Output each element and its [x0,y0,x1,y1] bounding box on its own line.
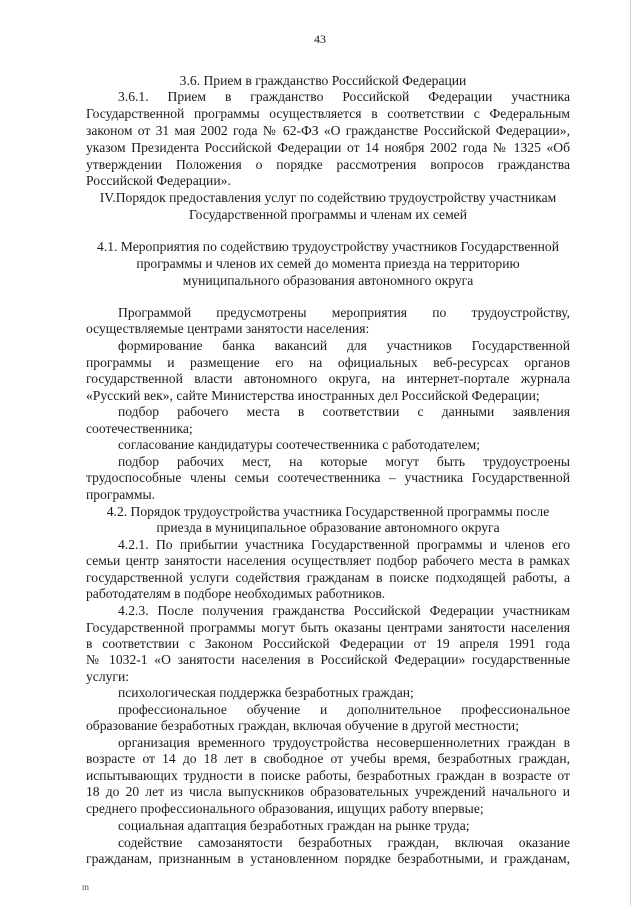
paragraph-line: содействие самозанятости безработных граждан, включая оказание [118,835,570,850]
paragraph-line: программы и размещение его на официальных веб-ресурсах органов [86,355,570,370]
section-heading-4-2: 4.2. Порядок трудоустройства участника Государственной программы после [106,504,550,519]
paragraph-line: 4.2.1. По прибытии участника Государственной программы и членов его [118,537,570,552]
paragraph-line: социальная адаптация безработных граждан на рынке труда; [118,818,470,833]
paragraph-line: подбор рабочих мест, на которые могут быть трудоустроены [118,454,570,469]
section-heading-4-1: программы и членов их семей до момента приезда на территорию [136,256,520,271]
paragraph-line: формирование банка вакансий для участников Государственной [118,338,570,353]
paragraph-line: в соответствии с Законом Российской Федерации от 19 апреля 1991 года [86,636,570,651]
paragraph-line: семьи центр занятости населения осуществляет подбор рабочего места в рамках [86,553,570,568]
paragraph-line: утверждении Положения о порядке рассмотрения вопросов гражданства [86,157,570,172]
paragraph-line: услуги: [86,669,130,684]
section-heading-3-6: 3.6. Прием в гражданство Российской Федерации [179,73,467,88]
paragraph-line: осуществляемые центрами занятости населения: [86,321,370,336]
section-heading-4-1: муниципального образования автономного округа [182,273,474,288]
section-heading-iv: Государственной программы и членам их семей [189,207,467,222]
section-heading-iv: IV.Порядок предоставления услуг по содействию трудоустройству участникам [99,190,557,205]
paragraph-line: Программой предусмотрены мероприятия по трудоустройству, [118,305,570,320]
paragraph-line: соотечественника; [86,421,193,436]
paragraph-line: указом Президента Российской Федерации от 14 ноября 2002 года № 1325 «Об [86,140,570,155]
paragraph-line: гражданам, признанным в установленном порядке безработными, и гражданам, [86,851,570,866]
paragraph-line: 4.2.3. После получения гражданства Российской Федерации участникам [118,603,570,618]
paragraph-line: государственной услуги содействия гражданам в поиске подходящей работы, а [86,570,570,585]
paragraph-line: согласование кандидатуры соотечественника с работодателем; [118,437,481,452]
paragraph-line: образование безработных граждан, включая обучение в другой местности; [86,718,519,733]
paragraph-line: среднего профессионального образования, ищущих работу впервые; [86,801,484,816]
section-heading-4-1: 4.1. Мероприятия по содействию трудоустройству участников Государственной [97,239,559,254]
paragraph-line: 3.6.1. Прием в гражданство Российской Федерации участника [118,89,570,104]
section-heading-4-2: приезда в муниципальное образование автономного округа [156,520,500,535]
paragraph-line: подбор рабочего места в соответствии с данными заявления [118,404,570,419]
paragraph-line: № 1032-1 «О занятости населения в Российской Федерации» государственные [86,652,570,667]
paragraph-line: государственной власти автономного округа, на интернет-портале журнала [86,371,570,386]
paragraph-line: Государственной программы могут быть оказаны центрами занятости населения [86,620,570,635]
corner-mark: m [82,882,90,892]
paragraph-line: законом от 31 мая 2002 года № 62-ФЗ «О гражданстве Российской Федерации», [86,123,570,138]
paragraph-line: работодателям в подборе необходимых работников. [86,586,386,601]
paragraph-line: Российской Федерации». [86,173,231,188]
paragraph-line: трудоспособные члены семьи соотечественника – участника Государственной [86,470,570,485]
paragraph-line: профессиональное обучение и дополнительное профессиональное [118,702,570,717]
paragraph-line: «Русский век», сайте Министерства иностранных дел Российской Федерации; [86,388,540,403]
page-edge-shadow [630,0,631,905]
paragraph-line: программы. [86,487,156,502]
paragraph-line: возрасте от 14 до 18 лет в свободное от учебы время, безработных граждан, [86,751,570,766]
paragraph-line: испытывающих трудности в поиске работы, безработных граждан в возрасте от [86,768,570,783]
page-number: 43 [314,32,326,46]
paragraph-line: 18 до 20 лет из числа выпускников образовательных учреждений начального и [86,784,570,799]
paragraph-line: организация временного трудоустройства несовершеннолетних граждан в [118,735,570,750]
paragraph-line: психологическая поддержка безработных граждан; [118,685,414,700]
paragraph-line: Государственной программы осуществляется в соответствии с Федеральным [86,106,570,121]
